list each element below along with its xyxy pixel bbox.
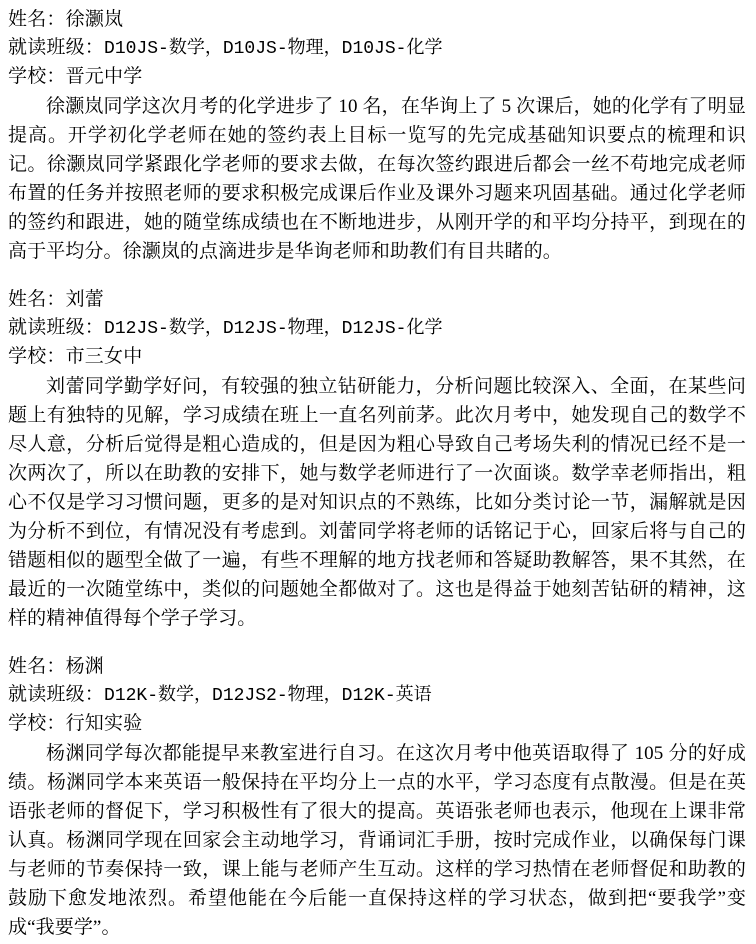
- student-class-value: D10JS-数学，D10JS-物理，D10JS-化学: [104, 39, 443, 59]
- student-name-value: 杨渊: [65, 656, 105, 677]
- student-entry: [8, 653, 746, 942]
- student-school-line: [8, 343, 746, 371]
- student-name-label: 姓名：: [8, 289, 66, 310]
- student-school-label: 学校：: [8, 713, 66, 734]
- student-school-label: 学校：: [8, 66, 66, 87]
- student-class-label: 就读班级：: [8, 317, 105, 338]
- student-school-value: 行知实验: [65, 713, 143, 734]
- student-class-value: D12K-数学，D12JS2-物理，D12K-英语: [104, 686, 432, 706]
- student-comment-paragraph: 杨渊同学每次都能提早来教室进行自习。在这次月考中他英语取得了 105 分的好成绩。杨渊同学本来英语一般保持在平均分上一点的水平，学习态度有点散漫。但是在英语张老师的督促下，学习积极性有了很大的提高。英语张老师也表示，他现在上课非常认真。杨渊同学现在回家会主动地学习，背诵词汇手册，按时完成作业，以确保每门课与老师的节奏保持一致，课上能与老师产生互动。这样的学习热情在老师督促和助教的鼓励下愈发地浓烈。希望他能在今后能一直保持这样的学习状态，做到把“要我学”变成“我要学”。: [8, 743, 746, 938]
- student-class-line: [8, 34, 746, 63]
- student-class-value: D12JS-数学，D12JS-物理，D12JS-化学: [104, 319, 443, 339]
- student-class-label: 就读班级：: [8, 684, 105, 705]
- student-name-label: 姓名：: [8, 9, 66, 30]
- student-name-label: 姓名：: [8, 656, 66, 677]
- student-comment-paragraph: 徐灏岚同学这次月考的化学进步了 10 名，在华询上了 5 次课后，她的化学有了明显提高。开学初化学老师在她的签约表上目标一览写的先完成基础知识要点的梳理和识记。徐灏岚同学紧跟化学老师的要求去做，在每次签约跟进后都会一丝不苟地完成老师布置的任务并按照老师的要求积极完成课后作业及课外习题来巩固基础。通过化学老师的签约和跟进，她的随堂练成绩也在不断地进步，从刚开学的和平均分持平，到现在的高于平均分。徐灏岚的点滴进步是华询老师和助教们有目共睹的。: [8, 96, 746, 262]
- student-school-line: [8, 63, 746, 91]
- student-school-line: [8, 710, 746, 738]
- student-name-line: [8, 6, 746, 34]
- student-name-value: 刘蕾: [65, 289, 105, 310]
- student-name-line: [8, 653, 746, 681]
- student-school-value: 晋元中学: [65, 66, 143, 87]
- student-comment-paragraph: 刘蕾同学勤学好问，有较强的独立钻研能力，分析问题比较深入、全面，在某些问题上有独特的见解，学习成绩在班上一直名列前茅。此次月考中，她发现自己的数学不尽人意，分析后觉得是粗心造成的，但是因为粗心导致自己考场失利的情况已经不是一次两次了，所以在助教的安排下，她与数学老师进行了一次面谈。数学幸老师指出，粗心不仅是学习习惯问题，更多的是对知识点的不熟练，比如分类讨论一节，漏解就是因为分析不到位，有情况没有考虑到。刘蕾同学将老师的话铭记于心，回家后将与自己的错题相似的题型全做了一遍，有些不理解的地方找老师和答疑助教解答，果不其然，在最近的一次随堂练中，类似的问题她全都做对了。这也是得益于她刻苦钻研的精神，这样的精神值得每个学子学习。: [8, 376, 746, 629]
- student-name-value: 徐灏岚: [65, 9, 124, 30]
- student-class-line: [8, 314, 746, 343]
- student-entry: [8, 286, 746, 633]
- student-class-label: 就读班级：: [8, 37, 105, 58]
- student-school-value: 市三女中: [65, 346, 143, 367]
- student-school-label: 学校：: [8, 346, 66, 367]
- student-class-line: [8, 681, 746, 710]
- student-entry: [8, 6, 746, 266]
- student-name-line: [8, 286, 746, 314]
